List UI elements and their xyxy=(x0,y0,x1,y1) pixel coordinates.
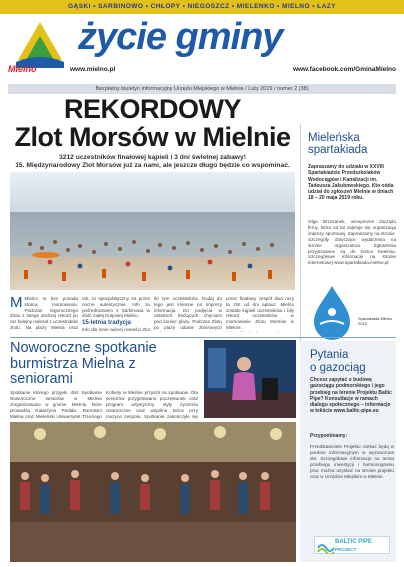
baltic-pipe-logo-line2: PROJECT xyxy=(335,547,357,552)
pipeline-question: Chcesz zapytać o budowę gazociągu podmorskiego i jego przebieg na terenie Projektu Baltic Pipe? Konsultacje w ramach dialogu społecznego – informacje w tekście www.baltic-pipe.eu xyxy=(310,377,392,415)
headline-line2: Zlot Morsów w Mielnie xyxy=(14,122,291,152)
pipeline-body: Przedstawiciele Projektu czekać będą w punkcie informacyjnym w wyznaczone dni. Szczegółowe informacje na temat przebiegu inwestycji i harmonogramu prac można uzyskać na stronie projektu oraz w Urzędzie Miejskim w Mielnie. xyxy=(310,444,394,479)
seniors-column-1: Spotkanie którego przyjęło dziś Spotkanie Noworoczne seniorów w Mielnie zorganizowane w gminie. Mielnie, które prowadzą Katarzyna Pedała. Burmistrz Mielna oraz Mieleński Uniwersytet Trzeciego xyxy=(10,390,102,419)
publication-title: życie gminy xyxy=(78,16,283,58)
seniors-dance-photo xyxy=(10,422,296,562)
baltic-pipe-logo-text xyxy=(335,539,372,553)
spartakiada-heading-line2: spartakiada xyxy=(308,144,368,156)
lead-column-1 xyxy=(10,296,78,332)
section-divider xyxy=(10,337,396,338)
lead-headline xyxy=(10,96,295,151)
pipeline-heading xyxy=(310,349,366,374)
spartakiada-heading-line1: Mieleńska xyxy=(308,132,360,144)
lead-column-2-text: rok, to specjalistyczny lot przez nocne autentycznie. Info za pośrednictwem z Sarbinowa w dość małej Krajowej Mielno. xyxy=(82,296,150,319)
facebook-link[interactable]: www.facebook.com/GminaMielno xyxy=(292,66,396,73)
sidebar-rule xyxy=(300,124,301,342)
spartakiada-drop-logo-icon xyxy=(306,282,358,342)
headline-line1: REKORDOWY xyxy=(64,94,241,124)
lead-subheading: 15-letnia tradycja xyxy=(82,320,132,327)
stage-illustration xyxy=(204,340,296,418)
lead-column-2 xyxy=(82,296,150,332)
places-strip: GĄSKI • SARBINOWO • CHŁOPY • NIEGOSZCZ • MIELENKO • MIELNO • ŁAZY xyxy=(0,0,404,14)
seniors-headline: Noworoczne spotkanie burmistrza Mielna z seniorami xyxy=(10,340,157,387)
lead-line1: 3212 uczestników finałowej kąpieli i 3 dni świetnej zabawy! xyxy=(59,154,246,161)
continued-note xyxy=(226,331,294,332)
lead-column-3: Ile tym uczestników. Dodaj do tego jest imienne po imprezy informacja. Do podjęcia w ostatnich bieżących chęciach pod koniec plaży. Podczas Zlotu po plażę udanie zbiorowych xyxy=(154,296,222,330)
mayor-speech-photo xyxy=(204,340,296,418)
issue-info: Bezpłatny biuletyn informacyjny Urzędu Miejskiego w Mielnie / Luty 2019 / numer 2 (38) xyxy=(8,84,396,94)
spartakiada-logo-label: Spartakiada Mielno 2019 xyxy=(358,316,393,326)
spartakiada-heading xyxy=(308,132,367,156)
photo-sky xyxy=(10,172,295,212)
baltic-pipe-logo-line1: BALTIC PIPE xyxy=(335,539,372,545)
top-bar xyxy=(0,0,404,14)
spartakiada-intro: Zapraszamy do udziału w XXVIII Spartakiadzie Przedszkolaków Wodociągów i Kanalizacji im. Tadeusza Jakubowskiego. Kto odda udział do zgłoszeń Mielnie w dniach 18 – 20 maja 2019 roku. xyxy=(308,164,394,202)
lead-column-1-text: Mielno to bez ponadą stolicą morsowania. Podczas tegorocznego Zlotu 1 lutego andrzej rekord po raz kolejny należał z uczestników zlotu. Na plaży Mielna oraz xyxy=(10,296,78,330)
crowd-illustration xyxy=(10,222,295,287)
ballroom-illustration xyxy=(10,422,296,562)
masthead xyxy=(8,14,396,84)
website-link[interactable]: www.mielno.pl xyxy=(70,66,116,73)
lead-column-4-text: przez finałowy zespół dwa razy ta zlot od dni aplauz. Mielno zostało kąpieli uczestników i biły rekord uczestników w morsowanie Zlotu Morsów w Mielnie. xyxy=(226,296,294,330)
dropcap: M xyxy=(10,296,23,311)
lead-line2: 15. Międzynarodowy Zlot Morsów już za nami, ale jeszcze długo będzie co wspominać. xyxy=(15,162,290,169)
pipeline-box xyxy=(300,341,396,562)
mielno-badge: Mielno xyxy=(8,64,37,74)
baltic-pipe-icon xyxy=(317,538,335,554)
lead-column-2-after: Info dla mnie więcej nowości Zlot xyxy=(82,327,150,332)
lead-column-4 xyxy=(226,296,294,332)
pipeline-label: Przypominamy: xyxy=(310,433,348,439)
lead-story-columns xyxy=(10,296,295,332)
walrus-swim-photo xyxy=(10,172,295,290)
seniors-column-2: Kobiety w Mielnie przyszli na spotkanie. Dla seniorów przygotowano poczęstunek oraz program artystyczny. Były życzenia noworoczne oraz wspólne tańce przy muzyce zespołu. Spotkanie zakończyło się xyxy=(106,390,198,419)
pipeline-heading-line1: Pytania xyxy=(310,349,349,361)
baltic-pipe-logo xyxy=(314,536,390,554)
lead-summary xyxy=(10,154,295,170)
pipeline-heading-line2: o gazociąg xyxy=(310,361,366,374)
spartakiada-body: Olga Brzozanek, wiceprezes Zarządu firmy, która od lat zajmuje się organizacją imprezy sportowej. Zapraszamy na stronie. Szczegóły dotyczące wydarzenia na stronie organizatora. Zgłoszenia przyjmowane są do końca kwietnia. Szczegółowe informacje na stronie internetowej www.spartakiada.mielno.pl. xyxy=(308,219,396,266)
